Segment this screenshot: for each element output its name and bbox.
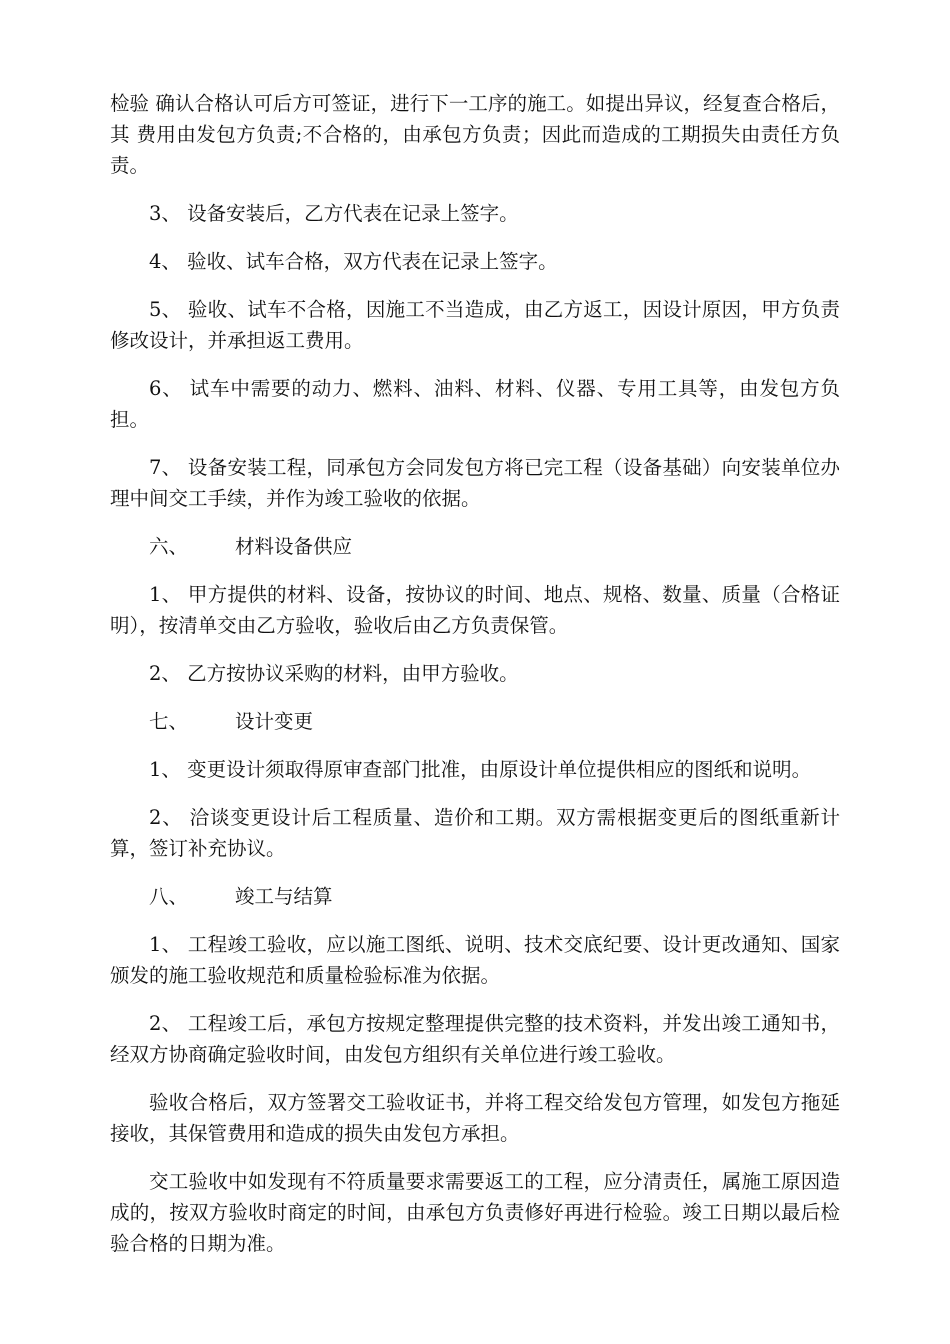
paragraph-item-5: 5、 验收、试车不合格，因施工不当造成，由乙方返工，因设计原因，甲方负责修改设计，并承担返工费用。 (110, 298, 840, 352)
paragraph-completion-1: 1、 工程竣工验收，应以施工图纸、说明、技术交底纪要、设计更改通知、国家颁发的施工验收规范和质量检验标准为依据。 (110, 933, 840, 987)
section-number: 八、 (149, 885, 189, 908)
paragraph-design-change-1: 1、 变更设计须取得原审查部门批准，由原设计单位提供相应的图纸和说明。 (149, 758, 812, 781)
section-number: 七、 (149, 710, 189, 733)
paragraph-design-change-2: 2、 洽谈变更设计后工程质量、造价和工期。双方需根据变更后的图纸重新计算，签订补充协议。 (110, 806, 840, 860)
paragraph-inspection-continued: 检验 确认合格认可后方可签证，进行下一工序的施工。如提出异议，经复查合格后，其 费用由发包方负责;不合格的，由承包方负责；因此而造成的工期损失由责任方负 责。 (110, 92, 840, 177)
section-number: 六、 (149, 535, 189, 558)
paragraph-item-6: 6、 试车中需要的动力、燃料、油料、材料、仪器、专用工具等，由发包方负担。 (110, 377, 840, 431)
paragraph-materials-2: 2、 乙方按协议采购的材料，由甲方验收。 (149, 662, 519, 685)
paragraph-item-7: 7、 设备安装工程，同承包方会同发包方将已完工程（设备基础）向安装单位办 理中间交工手续，并作为竣工验收的依据。 (110, 456, 840, 510)
document-body (110, 88, 840, 1276)
paragraph-acceptance: 验收合格后，双方签署交工验收证书，并将工程交给发包方管理，如发包方拖延接收，其保管费用和造成的损失由发包方承担。 (110, 1091, 840, 1145)
paragraph-materials-1: 1、 甲方提供的材料、设备，按协议的时间、地点、规格、数量、质量（合格证 明），按清单交由乙方验收，验收后由乙方负责保管。 (110, 583, 840, 637)
paragraph-rework: 交工验收中如发现有不符质量要求需要返工的工程，应分清责任，属施工原因造成的，按双方验收时商定的时间，由承包方负责修好再进行检验。竣工日期以最后检验合格的日期为准。 (110, 1170, 840, 1255)
section-title: 竣工与结算 (235, 885, 333, 908)
paragraph-completion-2: 2、 工程竣工后，承包方按规定整理提供完整的技术资料，并发出竣工通知书，经双方协商确定验收时间，由发包方组织有关单位进行竣工验收。 (110, 1012, 840, 1066)
paragraph-item-3: 3、 设备安装后，乙方代表在记录上签字。 (149, 202, 519, 225)
section-title: 设计变更 (235, 710, 314, 733)
section-heading-8 (110, 881, 840, 912)
section-heading-7 (110, 706, 840, 737)
section-title: 材料设备供应 (235, 535, 353, 558)
paragraph-item-4: 4、 验收、试车合格，双方代表在记录上签字。 (149, 250, 558, 273)
section-heading-6 (110, 531, 840, 562)
